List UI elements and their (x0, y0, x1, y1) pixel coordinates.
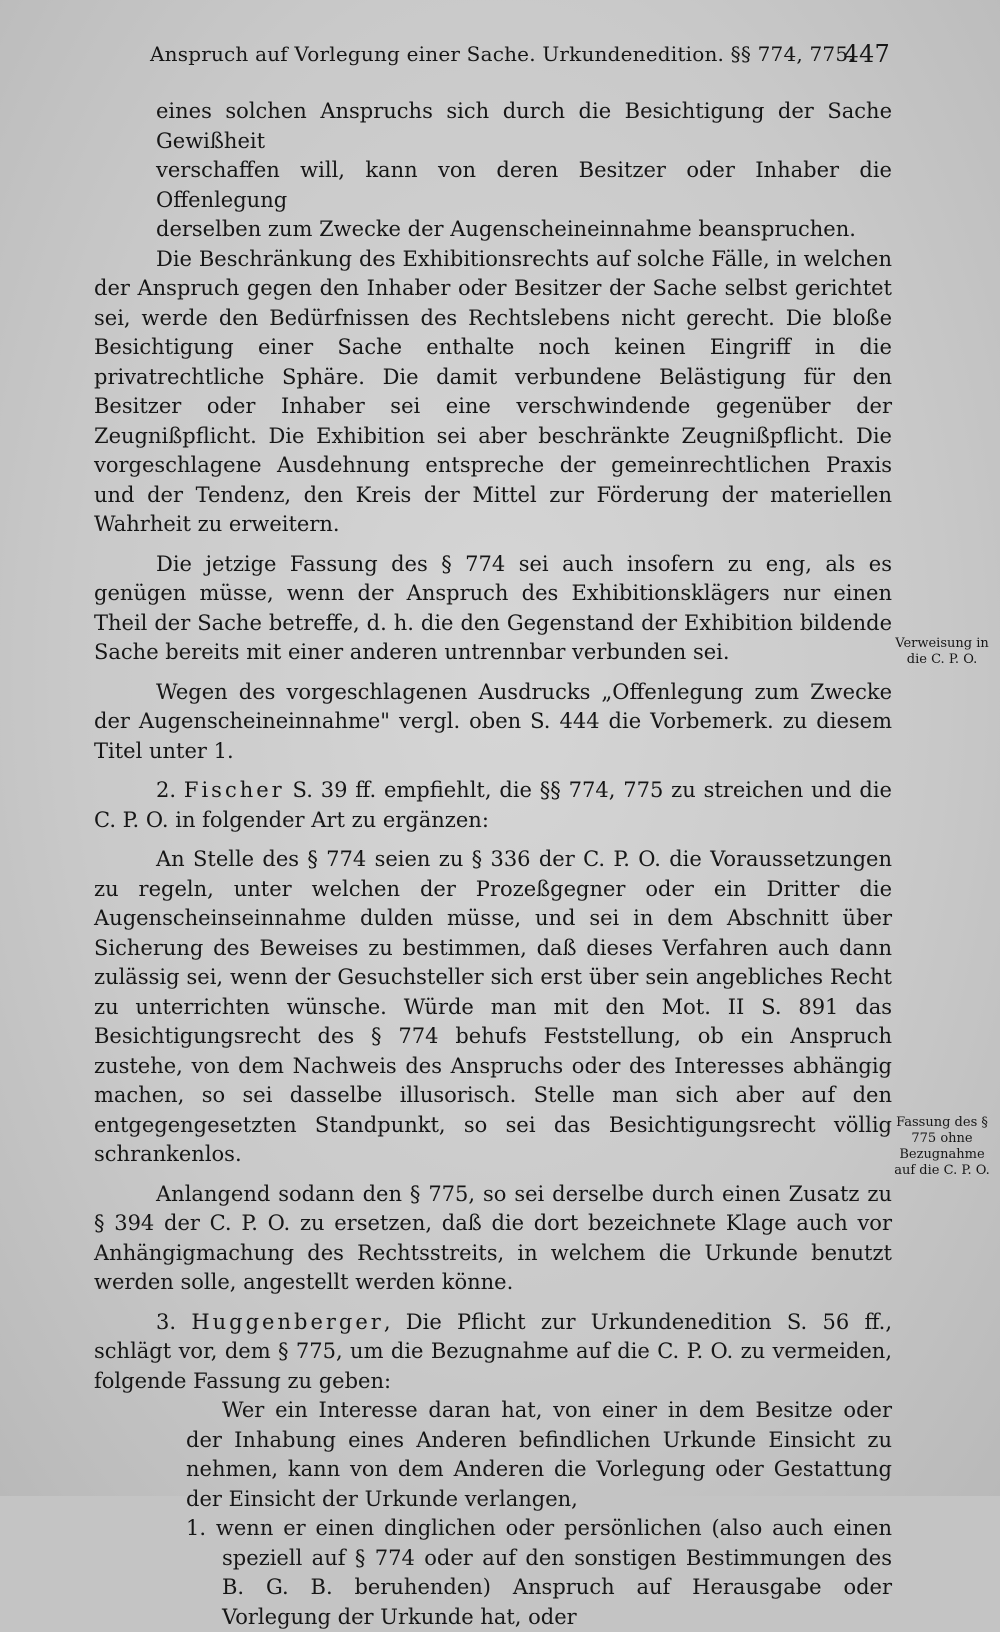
list-item: 1. wenn er einen dinglichen oder persönlichen (also auch einen speziell auf § 774 oder auf den sonstigen Bestimmungen des B. G. B. beruhenden) Anspruch auf Herausgabe oder Vorlegung der Urkunde hat, oder (186, 1516, 892, 1629)
paragraph-huggenberger (94, 1308, 892, 1397)
page-number: 447 (843, 40, 890, 68)
paragraph-continued-line-1: eines solchen Anspruchs sich durch die Besichtigung der Sache Gewißheit (156, 99, 892, 153)
paragraph-fischer (94, 776, 892, 835)
paragraph-current-version: Die jetzige Fassung des § 774 sei auch insofern zu eng, als es genügen müsse, wenn der Anspruch des Exhibitionsklägers nur einen Theil der Sache betreffe, d. h. die den Gegenstand der Exhibition bildende Sache bereits mit einer anderen untrennbar verbunden sei. (94, 551, 892, 664)
paragraph-text: , Die Pflicht zur Urkundenedition S. 56 ff., schlägt vor, dem § 775, um die Bezugnahme auf die C. P. O. zu vermeiden, folgende Fassung zu geben: (94, 1309, 892, 1393)
header-title: Anspruch auf Vorlegung einer Sache. Urkundenedition. §§ 774, 775. (150, 42, 855, 66)
paragraph-section-775: Anlangend sodann den § 775, so sei derselbe durch einen Zusatz zu § 394 der C. P. O. zu ersetzen, daß die dort bezeichnete Klage auch vor Anhängigmachung des Rechtsstreits, in welchem die Urkunde benutzt werden solle, angestellt werden könne. (94, 1181, 892, 1294)
paragraph-exhibition-right: Die Beschränkung des Exhibitionsrechts auf solche Fälle, in welchen der Anspruch gegen den Inhaber oder Besitzer der Sache selbst gerichtet sei, werde den Bedürfnissen des Rechtslebens nicht gerecht. Die bloße Besichtigung einer Sache enthalte noch keinen Eingriff in die privatrechtliche Sphäre. Die damit verbundene Belästigung für den Besitzer oder Inhaber sei eine verschwindende gegenüber der Zeugnißpflicht. Die Exhibition sei aber beschränkte Zeugnißpflicht. Die vorgeschlagene Ausdehnung entspreche der gemeinrechtlichen Praxis und der Tendenz, den Kreis der Mittel zur Förderung der materiellen Wahrheit zu erweitern. (94, 246, 892, 536)
paragraph-section-774: An Stelle des § 774 seien zu § 336 der C. P. O. die Voraussetzungen zu regeln, unter welchen der Prozeßgegner oder ein Dritter die Augenscheinseinnahme dulden müsse, und sei in dem Abschnitt über Sicherung des Beweises zu bestimmen, daß dieses Verfahren auch dann zulässig sei, wenn der Gesuchsteller sich erst über sein angebliches Recht zu unterrichten wünsche. Würde man mit den Mot. II S. 891 das Besichtigungsrecht des § 774 behufs Feststellung, ob ein Anspruch zustehe, von dem Nachweis des Anspruchs oder des Interesses abhängig machen, so sei dasselbe illusorisch. Stelle man sich aber auf den entgegengesetzten Standpunkt, so sei das Besichtigungsrecht völlig schrankenlos. (94, 847, 892, 1166)
body-text (94, 97, 892, 1632)
author-name: Huggenberger (191, 1309, 384, 1334)
paragraph-continued-line-2: verschaffen will, kann von deren Besitzer oder Inhaber die Offenlegung (156, 158, 892, 212)
quoted-proposal: Wer ein Interesse daran hat, von einer in dem Besitze oder der Inhabung eines Anderen befindlichen Urkunde Einsicht zu nehmen, kann von dem Anderen die Vorlegung oder Gestattung der Einsicht der Urkunde verlangen, (186, 1398, 892, 1511)
item-number: 2. (156, 778, 177, 802)
paragraph-text: S. 39 ff. empfiehlt, die §§ 774, 775 zu streichen und die C. P. O. in folgender Art zu ergänzen: (94, 778, 892, 832)
margin-note-referral: Verweisung in die C. P. O. (895, 636, 989, 667)
paragraph-proposed-term: Wegen des vorgeschlagenen Ausdrucks „Offenlegung zum Zwecke der Augenscheineinnahme" vergl. oben S. 444 die Vorbemerk. zu diesem Titel unter 1. (94, 679, 892, 763)
item-number: 3. (156, 1309, 177, 1334)
margin-note-version: Fassung des § 775 ohne Bezugnahme auf die C. P. O. (894, 1115, 990, 1178)
running-header (150, 42, 890, 66)
paragraph-continued-line-3: derselben zum Zwecke der Augenscheineinnahme beanspruchen. (156, 217, 856, 241)
author-name: Fischer (183, 778, 285, 802)
